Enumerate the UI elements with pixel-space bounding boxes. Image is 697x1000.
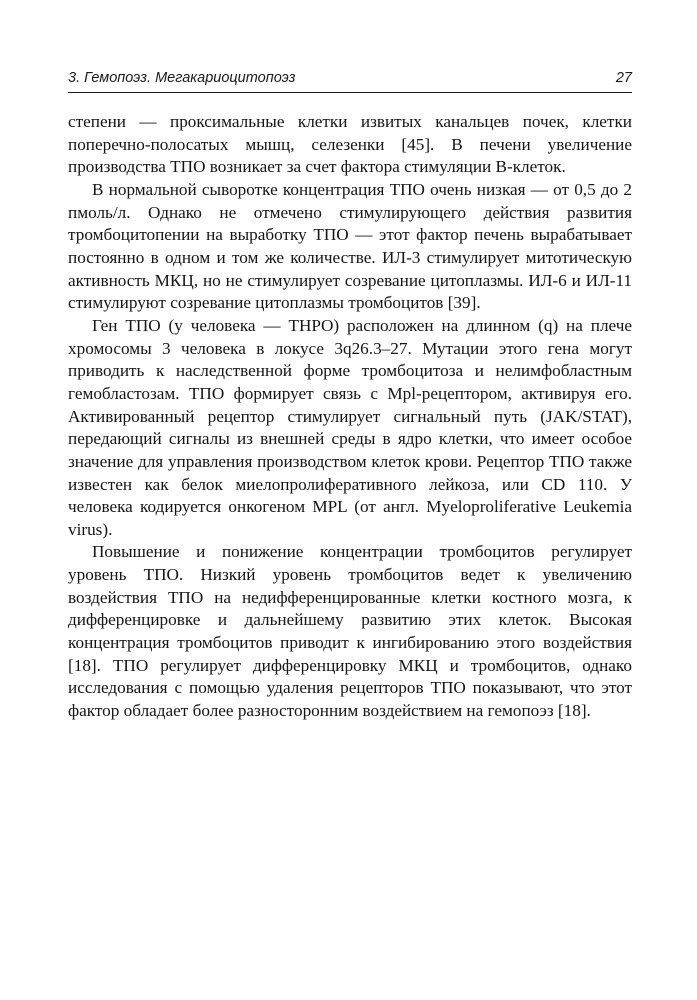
running-header xyxy=(68,66,632,93)
paragraph-tpo-gene: Ген ТПО (у человека — THPO) расположен на длинном (q) на плече хромосомы 3 человека в локусе 3q26.3–27. Мутации этого гена могут приводить к наследственной форме тромбоцитоза и нелимфобластным гемобластозам. ТПО формирует связь с Mpl-рецептором, активируя его. Активированный рецептор стимулирует сигнальный путь (JAK/STAT), передающий сигналы из внешней среды в ядро клетки, что имеет особое значение для управления производством клеток крови. Рецептор ТПО также известен как белок миелопролиферативного лейкоза, или CD 110. У человека кодируется онкогеном MPL (от англ. Myeloproliferative Leukemia virus). xyxy=(68,315,632,539)
paragraph-continuation: степени — проксимальные клетки извитых канальцев почек, клетки поперечно-полосатых мышц, селезенки [45]. В печени увеличение производства ТПО возникает за счет фактора стимуляции В-клеток. xyxy=(68,112,632,177)
paragraph-tpo-concentration: В нормальной сыворотке концентрация ТПО очень низкая — от 0,5 до 2 пмоль/л. Однако не отмечено стимулирующего действия развития тромбоцитопении на выработку ТПО — этот фактор печень вырабатывает постоянно в одном и том же количестве. ИЛ-3 стимулирует митотическую активность МКЦ, но не стимулирует созревание цитоплазмы. ИЛ-6 и ИЛ-11 стимулируют созревание цитоплазмы тромбоцитов [39]. xyxy=(68,179,632,313)
chapter-title: 3. Гемопоэз. Мегакариоцитопоэз xyxy=(68,70,296,86)
paragraph-tpo-regulation: Повышение и понижение концентрации тромбоцитов регулирует уровень ТПО. Низкий уровень тромбоцитов ведет к увеличению воздействия ТПО на недифференцированные клетки костного мозга, к дифференцировке и дальнейшему развитию этих клеток. Высокая концентрация тромбоцитов приводит к ингибированию этого воздействия [18]. ТПО регулирует дифференцировку МКЦ и тромбоцитов, однако исследования с помощью удаления рецепторов ТПО показывают, что этот фактор обладает более разносторонним воздействием на гемопоэз [18]. xyxy=(68,542,632,721)
page-number: 27 xyxy=(615,70,632,86)
body-text xyxy=(68,111,632,723)
